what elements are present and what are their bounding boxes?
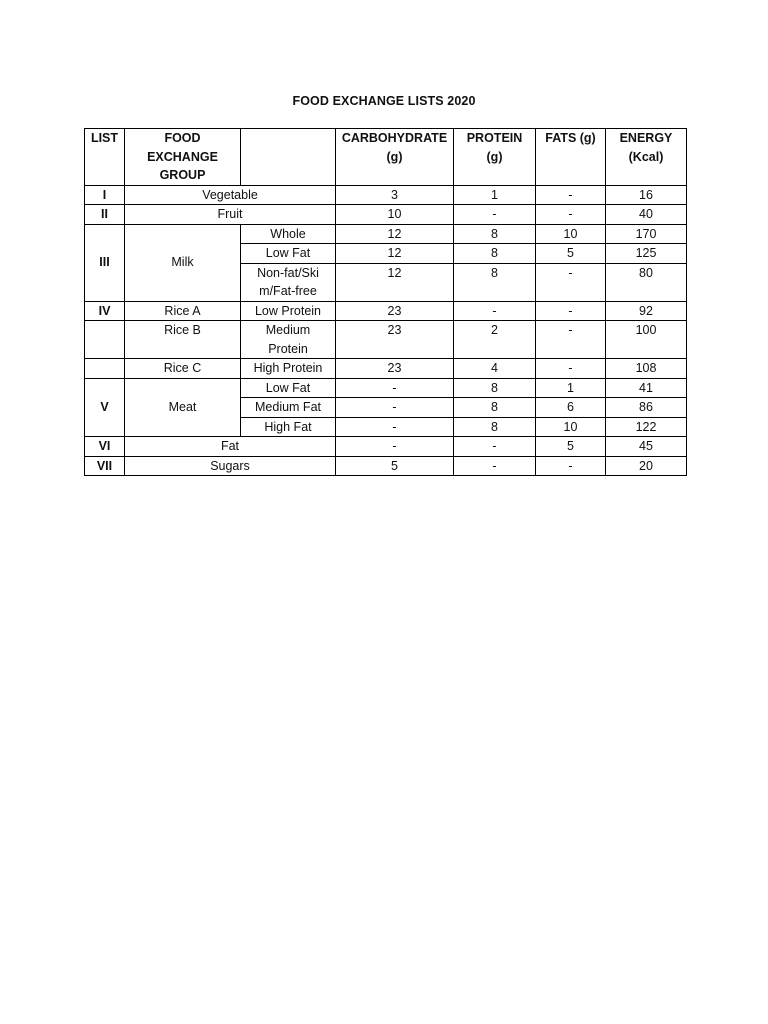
header-row <box>85 129 687 186</box>
carbohydrate-value: - <box>336 378 454 398</box>
energy-value: 108 <box>606 359 687 379</box>
subgroup-name: High Protein <box>241 359 336 379</box>
list-number <box>85 321 125 359</box>
header-energy: ENERGY (Kcal) <box>606 129 687 186</box>
fats-value: 10 <box>536 224 606 244</box>
page-title: FOOD EXCHANGE LISTS 2020 <box>292 94 476 108</box>
table-row <box>85 359 687 379</box>
energy-value: 45 <box>606 437 687 457</box>
fats-value: - <box>536 205 606 225</box>
list-number: VII <box>85 456 125 476</box>
header-subgroup <box>241 129 336 186</box>
group-name: Vegetable <box>125 185 336 205</box>
carbohydrate-value: 12 <box>336 263 454 301</box>
energy-value: 122 <box>606 417 687 437</box>
group-name: Rice B <box>125 321 241 359</box>
carbohydrate-value: 23 <box>336 301 454 321</box>
fats-value: 5 <box>536 244 606 264</box>
fats-value: 6 <box>536 398 606 418</box>
subgroup-name: High Fat <box>241 417 336 437</box>
group-name: Rice A <box>125 301 241 321</box>
fats-value: - <box>536 185 606 205</box>
table-row <box>85 185 687 205</box>
fats-value: - <box>536 263 606 301</box>
table-row <box>85 378 687 398</box>
list-number: V <box>85 378 125 437</box>
energy-value: 92 <box>606 301 687 321</box>
protein-value: 4 <box>454 359 536 379</box>
carbohydrate-value: - <box>336 417 454 437</box>
protein-value: - <box>454 301 536 321</box>
protein-value: - <box>454 456 536 476</box>
fats-value: 1 <box>536 378 606 398</box>
carbohydrate-value: 5 <box>336 456 454 476</box>
fats-value: - <box>536 359 606 379</box>
fats-value: - <box>536 456 606 476</box>
energy-value: 125 <box>606 244 687 264</box>
energy-value: 40 <box>606 205 687 225</box>
header-list: LIST <box>85 129 125 186</box>
carbohydrate-value: - <box>336 437 454 457</box>
list-number: I <box>85 185 125 205</box>
fats-value: - <box>536 321 606 359</box>
protein-value: 8 <box>454 263 536 301</box>
carbohydrate-value: 23 <box>336 321 454 359</box>
protein-value: - <box>454 205 536 225</box>
protein-value: 8 <box>454 224 536 244</box>
protein-value: 8 <box>454 398 536 418</box>
table-row <box>85 456 687 476</box>
subgroup-name: Medium Protein <box>241 321 336 359</box>
list-number: IV <box>85 301 125 321</box>
group-name: Fruit <box>125 205 336 225</box>
protein-value: 8 <box>454 378 536 398</box>
protein-value: 8 <box>454 417 536 437</box>
subgroup-name: Medium Fat <box>241 398 336 418</box>
list-number <box>85 359 125 379</box>
list-number: III <box>85 224 125 301</box>
fats-value: 5 <box>536 437 606 457</box>
table-row <box>85 437 687 457</box>
energy-value: 16 <box>606 185 687 205</box>
subgroup-name: Low Protein <box>241 301 336 321</box>
table-row <box>85 301 687 321</box>
subgroup-name: Whole <box>241 224 336 244</box>
food-exchange-table <box>84 128 687 476</box>
header-protein: PROTEIN (g) <box>454 129 536 186</box>
energy-value: 100 <box>606 321 687 359</box>
table-row <box>85 224 687 244</box>
carbohydrate-value: 10 <box>336 205 454 225</box>
group-name: Meat <box>125 378 241 437</box>
energy-value: 41 <box>606 378 687 398</box>
group-name: Rice C <box>125 359 241 379</box>
protein-value: 8 <box>454 244 536 264</box>
carbohydrate-value: 12 <box>336 224 454 244</box>
table-row <box>85 205 687 225</box>
table-row <box>85 321 687 359</box>
protein-value: - <box>454 437 536 457</box>
header-fats: FATS (g) <box>536 129 606 186</box>
fats-value: - <box>536 301 606 321</box>
subgroup-name: Low Fat <box>241 244 336 264</box>
energy-value: 86 <box>606 398 687 418</box>
protein-value: 1 <box>454 185 536 205</box>
group-name: Fat <box>125 437 336 457</box>
carbohydrate-value: 23 <box>336 359 454 379</box>
energy-value: 80 <box>606 263 687 301</box>
group-name: Sugars <box>125 456 336 476</box>
carbohydrate-value: - <box>336 398 454 418</box>
carbohydrate-value: 3 <box>336 185 454 205</box>
energy-value: 170 <box>606 224 687 244</box>
header-carbohydrate: CARBOHYDRATE (g) <box>336 129 454 186</box>
protein-value: 2 <box>454 321 536 359</box>
subgroup-name: Low Fat <box>241 378 336 398</box>
group-name: Milk <box>125 224 241 301</box>
header-food-exchange-group: FOOD EXCHANGE GROUP <box>125 129 241 186</box>
list-number: VI <box>85 437 125 457</box>
energy-value: 20 <box>606 456 687 476</box>
list-number: II <box>85 205 125 225</box>
fats-value: 10 <box>536 417 606 437</box>
subgroup-name: Non-fat/Skim/Fat-free <box>241 263 336 301</box>
carbohydrate-value: 12 <box>336 244 454 264</box>
